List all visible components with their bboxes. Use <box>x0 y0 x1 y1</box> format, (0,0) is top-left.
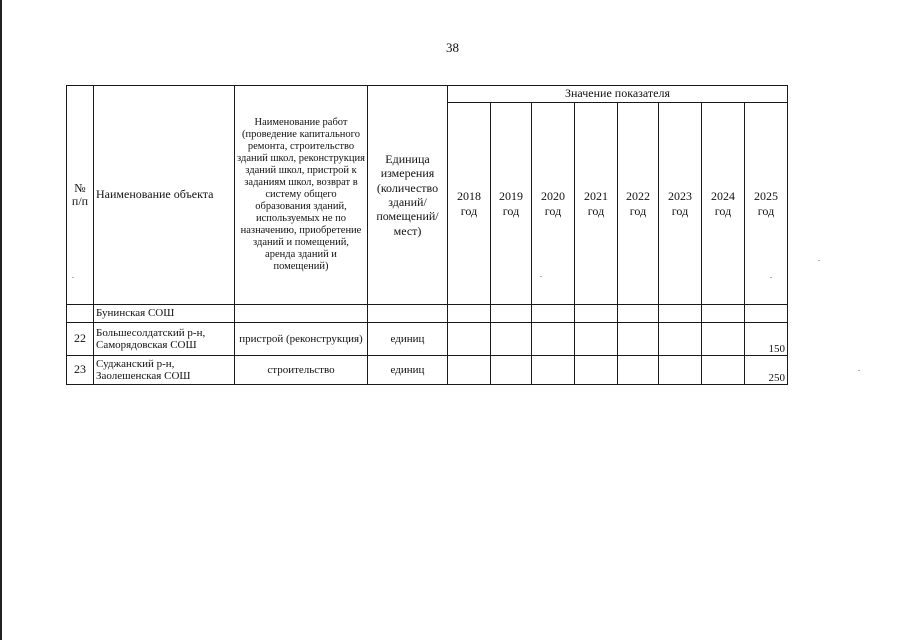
row-value-2021 <box>575 323 618 356</box>
row-num: 22 <box>67 323 94 356</box>
header-year-label: 2025 <box>754 188 778 203</box>
row-value-2019 <box>491 356 532 385</box>
header-works: Наименование работ (проведение капитального ремонта, строительство зданий школ, реконструкция зданий школ, пристрой к заданиям школ, возврат в систему общего образования зданий, используемых не по назначению, приобретение зданий и помещений, аренда зданий и помещений) <box>235 86 368 305</box>
scan-dot <box>770 277 772 278</box>
row-value-2023 <box>659 323 702 356</box>
header-god-label: год <box>757 203 775 218</box>
row-value-2018 <box>448 356 491 385</box>
row-value-2020 <box>532 305 575 323</box>
table-row <box>67 356 788 385</box>
row-value-2025: 250 <box>745 356 788 385</box>
header-year-label: 2018 <box>457 188 481 203</box>
header-object: Наименование объекта <box>94 86 235 305</box>
header-year-2024 <box>702 103 745 305</box>
row-work: пристрой (реконструкция) <box>235 323 368 356</box>
header-year-2023 <box>659 103 702 305</box>
row-value-2022 <box>618 323 659 356</box>
row-work: строительство <box>235 356 368 385</box>
row-value-2021 <box>575 356 618 385</box>
header-year-label: 2024 <box>711 188 735 203</box>
header-year-2020 <box>532 103 575 305</box>
header-year-label: 2023 <box>668 188 692 203</box>
header-year-2018 <box>448 103 491 305</box>
row-object <box>94 356 235 385</box>
row-value-2018 <box>448 323 491 356</box>
row-value-2025 <box>745 305 788 323</box>
row-value-2024 <box>702 356 745 385</box>
header-unit: Единица измерения (количество зданий/ помещений/ мест) <box>368 86 448 305</box>
scan-dot <box>540 276 542 277</box>
row-num: 23 <box>67 356 94 385</box>
scan-dot <box>72 277 74 278</box>
row-value-2019 <box>491 305 532 323</box>
row-value-2022 <box>618 305 659 323</box>
header-god-label: год <box>671 203 689 218</box>
header-god-label: год <box>714 203 732 218</box>
header-num: № п/п <box>67 86 94 305</box>
scan-dot <box>818 260 820 261</box>
row-value-2025: 150 <box>745 323 788 356</box>
header-god-label: год <box>544 203 562 218</box>
row-value-2020 <box>532 323 575 356</box>
row-value-2020 <box>532 356 575 385</box>
header-year-label: 2020 <box>541 188 565 203</box>
table-row <box>67 305 788 323</box>
row-unit <box>368 305 448 323</box>
table-row <box>67 323 788 356</box>
header-value-group: Значение показателя <box>448 86 788 103</box>
row-value-2019 <box>491 323 532 356</box>
row-value-2018 <box>448 305 491 323</box>
page-left-edge <box>0 0 2 640</box>
row-object <box>94 323 235 356</box>
row-unit: единиц <box>368 323 448 356</box>
table-body <box>67 305 788 385</box>
header-god-label: год <box>629 203 647 218</box>
row-value-2024 <box>702 305 745 323</box>
header-year-label: 2021 <box>584 188 608 203</box>
row-object <box>94 305 235 323</box>
row-object-line2: Заолешенская СОШ <box>96 370 191 382</box>
row-value-2024 <box>702 323 745 356</box>
row-value-2023 <box>659 356 702 385</box>
scan-dot <box>858 370 860 371</box>
header-god-label: год <box>460 203 478 218</box>
row-value-2022 <box>618 356 659 385</box>
row-unit: единиц <box>368 356 448 385</box>
row-object-line1: Бунинская СОШ <box>96 307 175 320</box>
header-year-label: 2019 <box>499 188 523 203</box>
row-value-2021 <box>575 305 618 323</box>
row-object-line1: Большесолдатский р-н, <box>96 326 206 339</box>
page-number: 38 <box>446 40 459 55</box>
row-value-2023 <box>659 305 702 323</box>
header-year-2022 <box>618 103 659 305</box>
row-object-line2: Саморядовская СОШ <box>96 339 197 351</box>
header-year-2019 <box>491 103 532 305</box>
header-year-2021 <box>575 103 618 305</box>
row-object-line1: Суджанский р-н, <box>96 357 175 370</box>
header-year-label: 2022 <box>626 188 650 203</box>
row-work <box>235 305 368 323</box>
table-header <box>67 86 788 305</box>
indicator-table <box>66 85 788 385</box>
header-year-2025 <box>745 103 788 305</box>
header-god-label: год <box>502 203 520 218</box>
header-god-label: год <box>587 203 605 218</box>
row-num <box>67 305 94 323</box>
